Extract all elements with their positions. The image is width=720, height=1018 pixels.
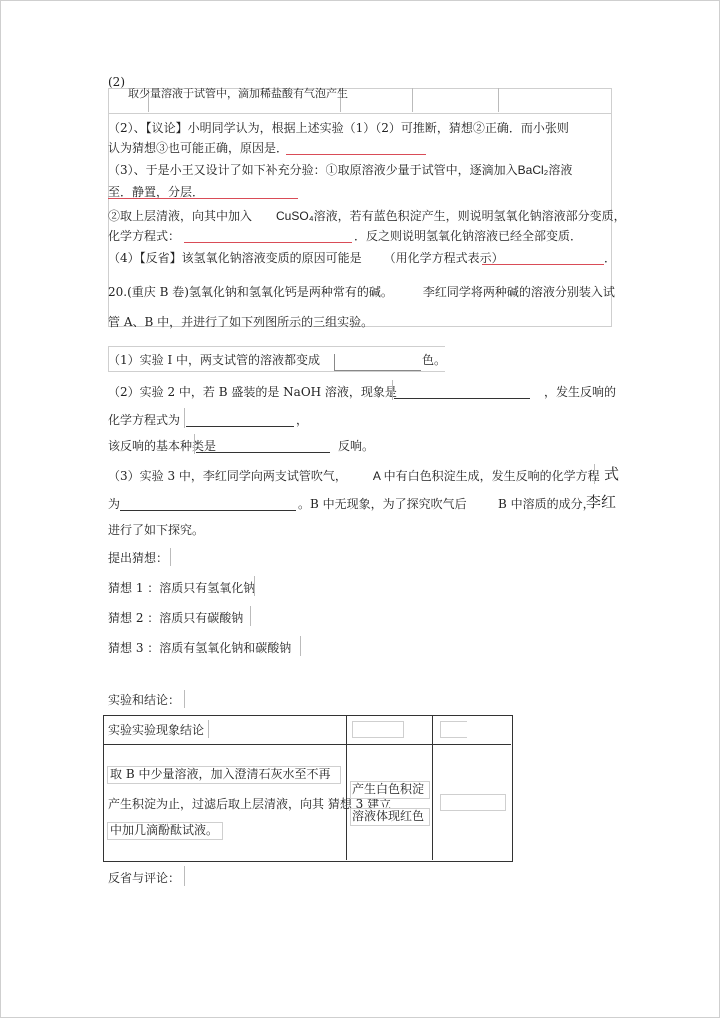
equation-blank[interactable] (186, 426, 294, 427)
table-divider (412, 88, 413, 112)
answer-blank[interactable] (482, 264, 604, 265)
blank-edge (300, 636, 301, 656)
exp3-line: B 中溶质的成分， (498, 497, 595, 511)
exp1-line: （1）实验 I 中，两支试管的溶液都变成 (108, 353, 321, 367)
reaction-type-blank[interactable] (196, 452, 330, 453)
blank-edge (184, 866, 185, 886)
observation-1: 产生白色积淀 (352, 782, 425, 796)
exp3-char: 式 (604, 465, 620, 483)
blank-edge (170, 548, 171, 566)
exp3-line: 李红 (586, 493, 617, 511)
exp3-line: 为 (108, 497, 121, 511)
reflection-line: （4）【反省】该氢氧化钠溶液变质的原因可能是 （用化学方程式表示） (108, 251, 504, 265)
answer-blank[interactable] (108, 198, 298, 199)
equation-blank[interactable] (184, 242, 352, 243)
hypothesis-title: 提出猜想： (108, 551, 169, 565)
hypothesis-3: 猜想 3 ：溶质有氢氧化钠和碳酸钠 (108, 641, 292, 655)
exp2-line: 该反响的基本种类是 (108, 439, 217, 453)
blank-edge (594, 464, 595, 484)
period: ． (604, 251, 617, 265)
discussion-line: 认为猜想③也可能正确，原因是． (108, 141, 289, 155)
exp3-line: 。B 中无现象，为了探究吹气后 (298, 497, 467, 511)
phenomenon-blank[interactable] (394, 398, 530, 399)
table-header: 实验实验现象结论 (108, 723, 205, 737)
blank-edge (194, 434, 195, 454)
color-blank[interactable] (334, 354, 421, 371)
supplement-line: ②取上层清液，向其中加入 CuSO₄溶液，若有蓝色积淀产生，则说明氢氧化钠溶液部分变质， (108, 209, 626, 223)
discussion-line: （2）、【议论】小明同学认为，根据上述实验（1）（2）可推断，猜想②正确．而小张则 (108, 121, 569, 135)
equation-blank[interactable] (120, 510, 296, 511)
exp2-line-end: ，发生反响的 (544, 385, 617, 399)
blank-edge (184, 408, 185, 428)
header-cell (352, 721, 404, 738)
supplement-line: （3）、于是小王又设计了如下补充分验：①取原溶液少量于试管中，逐滴加入BaCl₂溶液 (108, 163, 573, 177)
blank-edge (392, 380, 393, 400)
supplement-line: 至．静置，分层． (108, 185, 205, 199)
blank-edge (184, 690, 185, 708)
observation-2: 溶液体现红色 (352, 809, 425, 823)
experiment-title: 实验和结论： (108, 693, 181, 707)
step-1: 取 B 中少量溶液，加入澄清石灰水至不再 (110, 767, 331, 781)
question-20: 20.(重庆 B 卷)氢氧化钠和氢氧化钙是两种常有的碱。 李红同学将两种碱的溶液分别装入试 (108, 285, 615, 299)
question-number: (2) (108, 75, 125, 89)
equation-line: 化学方程式： ．反之则说明氢氧化钠溶液已经全部变质． (108, 229, 583, 243)
exp3-line: （3）实验 3 中，李红同学向两支试管吹气， A 中有白色积淀生成，发生反响的化学方程 (108, 469, 600, 483)
blank-edge (250, 606, 251, 626)
table-rule (346, 715, 347, 860)
question-20: 管 A、B 中，并进行了如下列图所示的三组实验。 (108, 315, 374, 329)
hypothesis-1: 猜想 1 ：溶质只有氢氧化钠 (108, 581, 256, 595)
hypothesis-2: 猜想 2 ：溶质只有碳酸钠 (108, 611, 244, 625)
conclusion-blank[interactable] (440, 794, 506, 811)
exp1-end: 色。 (422, 353, 447, 367)
table-rule (432, 715, 433, 860)
exp2-line: 化学方程式为 (108, 413, 181, 427)
reflection-title: 反省与评论： (108, 871, 181, 885)
table-rule (103, 744, 511, 745)
exp2-end: 反响。 (338, 439, 375, 453)
exp3-line: 进行了如下探究。 (108, 523, 205, 537)
blank-edge (208, 720, 209, 738)
comma: ， (296, 413, 309, 427)
exp2-line: （2）实验 2 中，若 B 盛装的是 NaOH 溶液，现象是 (108, 385, 397, 399)
step-3: 中加几滴酚酞试液。 (110, 823, 219, 837)
table-divider (498, 88, 499, 112)
table-cell: 取少量溶液于试管中，滴加稀盐酸有气泡产生 (128, 87, 348, 100)
header-cell (440, 721, 467, 738)
blank-edge (254, 576, 255, 596)
step-2: 产生积淀为止，过滤后取上层清液，向其 猜想 3 建立 (108, 797, 392, 811)
answer-blank[interactable] (286, 154, 426, 155)
